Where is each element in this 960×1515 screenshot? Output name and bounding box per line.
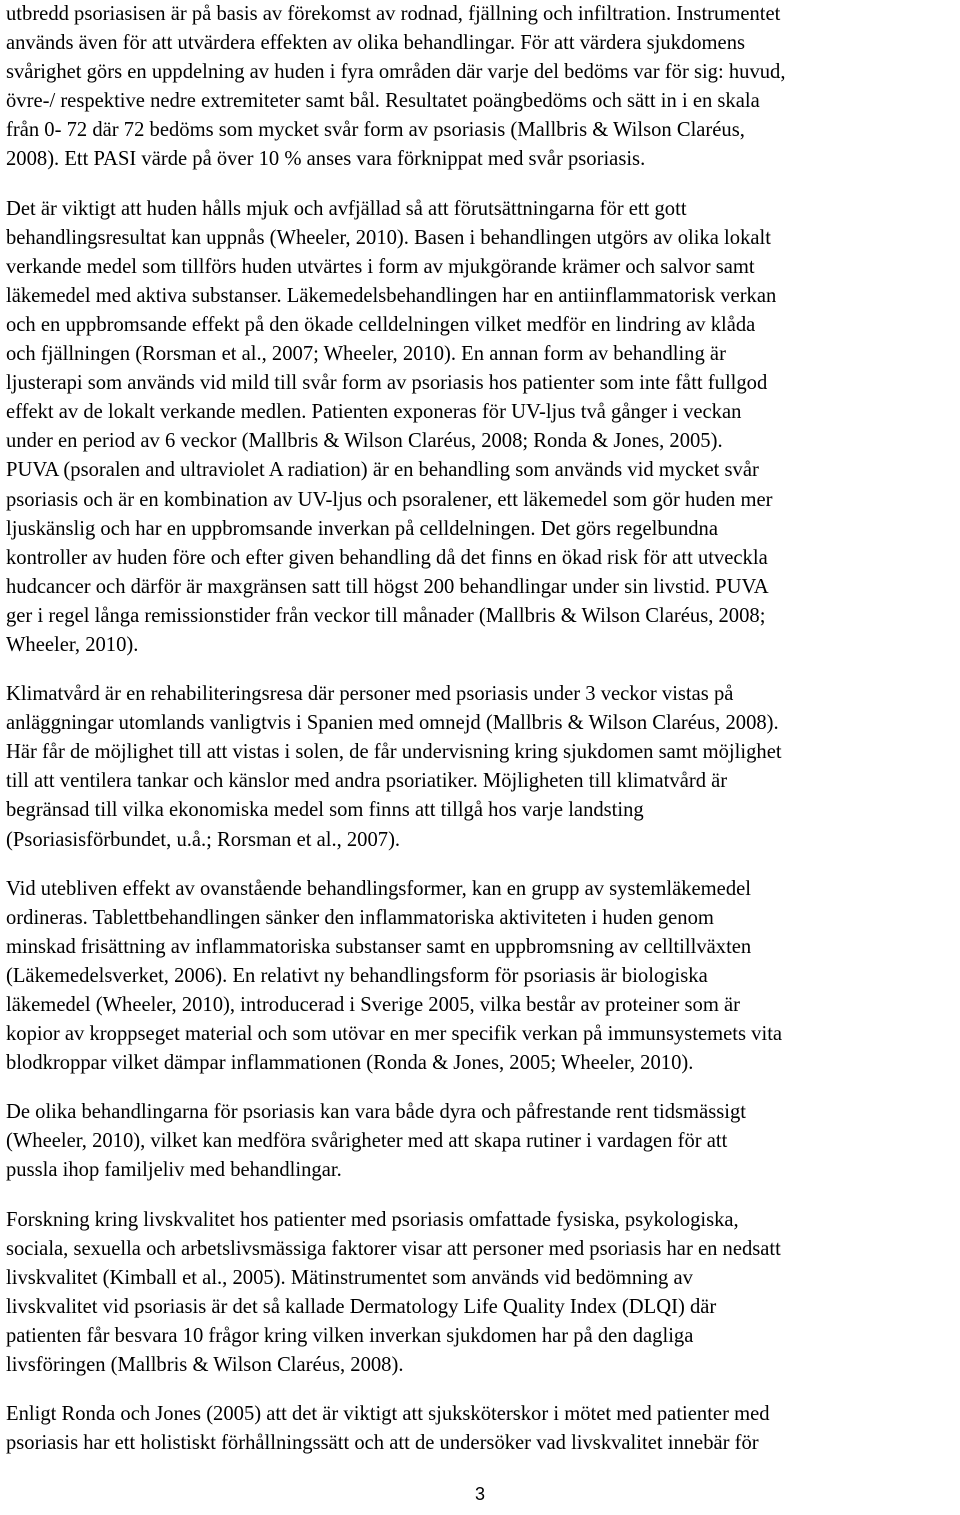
text-line: och fjällningen (Rorsman et al., 2007; Wheeler, 2010). En annan form av behandling är	[6, 343, 726, 366]
paragraph	[6, 680, 958, 855]
text-line: ordineras. Tablettbehandlingen sänker den inflammatoriska aktiviteten i huden genom	[6, 906, 714, 929]
text-line: från 0- 72 där 72 bedöms som mycket svår form av psoriasis (Mallbris & Wilson Claréus,	[6, 119, 745, 142]
text-line: till att ventilera tankar och känslor med andra psoriatiker. Möjligheten till klimatvård är	[6, 770, 728, 793]
text-line: kopior av kroppseget material och som utövar en mer specifik verkan på immunsystemets vita	[6, 1023, 783, 1046]
text-line: utbredd psoriasisen är på basis av förekomst av rodnad, fjällning och infiltration. Instrumentet	[6, 3, 781, 25]
text-line: begränsad till vilka ekonomiska medel som finns att tillgå hos varje landsting	[6, 799, 644, 822]
paragraph	[6, 1098, 958, 1185]
text-line: livskvalitet (Kimball et al., 2005). Mätinstrumentet som används vid bedömning av	[6, 1266, 693, 1289]
paragraph	[6, 195, 958, 661]
text-line: (Wheeler, 2010), vilket kan medföra svårigheter med att skapa rutiner i vardagen för att	[6, 1130, 728, 1153]
text-line: blodkroppar vilket dämpar inflammationen (Ronda & Jones, 2005; Wheeler, 2010).	[6, 1052, 694, 1075]
text-line: effekt av de lokalt verkande medlen. Patienten exponeras för UV-ljus två gånger i veckan	[6, 401, 742, 424]
text-line: patienten får besvara 10 frågor kring vilken inverkan sjukdomen har på den dagliga	[6, 1324, 694, 1347]
text-line: Enligt Ronda och Jones (2005) att det är viktigt att sjuksköterskor i mötet med patienter med	[6, 1403, 770, 1426]
paragraph	[6, 1206, 958, 1381]
text-line: behandlingsresultat kan uppnås (Wheeler, 2010). Basen i behandlingen utgörs av olika lokalt	[6, 226, 771, 249]
text-line: används även för att utvärdera effekten av olika behandlingar. För att värdera sjukdomens	[6, 32, 746, 55]
text-line: (Psoriasisförbundet, u.å.; Rorsman et al., 2007).	[6, 828, 401, 851]
text-line: ljusterapi som används vid mild till svår form av psoriasis hos patienter som inte fått fullgod	[6, 372, 768, 395]
text-line: (Läkemedelsverket, 2006). En relativt ny behandlingsform för psoriasis är biologiska	[6, 964, 708, 987]
page-number: 3	[474, 1484, 485, 1504]
text-line: kontroller av huden före och efter given behandling då det finns en ökad risk för att utveckla	[6, 546, 768, 569]
text-line: och en uppbromsande effekt på den ökade celldelningen vilket medför en lindring av klåda	[6, 313, 756, 336]
text-line: verkande medel som tillförs huden utvärtes i form av mjukgörande krämer och salvor samt	[6, 255, 755, 278]
text-line: livsföringen (Mallbris & Wilson Claréus, 2008).	[6, 1354, 404, 1377]
text-line: svårighet görs en uppdelning av huden i fyra områden där varje del bedöms var för sig: huvud,	[6, 61, 786, 84]
text-line: hudcancer och därför är maxgränsen satt till högst 200 behandlingar under sin livstid. PUVA	[6, 575, 769, 598]
text-line: De olika behandlingarna för psoriasis kan vara både dyra och påfrestande rent tidsmässigt	[6, 1101, 746, 1124]
text-line: psoriasis och är en kombination av UV-ljus och psoralener, ett läkemedel som gör huden mer	[6, 488, 773, 511]
paragraph	[6, 0, 958, 175]
text-line: ger i regel långa remissionstider från veckor till månader (Mallbris & Wilson Claréus, 2008;	[6, 604, 766, 627]
text-line: PUVA (psoralen and ultraviolet A radiation) är en behandling som används vid mycket svår	[6, 459, 759, 482]
text-line: ljuskänslig och har en uppbromsande inverkan på celldelningen. Det görs regelbundna	[6, 517, 718, 540]
text-line: Wheeler, 2010).	[6, 633, 139, 656]
text-line: Det är viktigt att huden hålls mjuk och avfjällad så att förutsättningarna för ett gott	[6, 197, 687, 220]
text-line: pussla ihop familjeliv med behandlingar.	[6, 1159, 342, 1182]
text-line: Forskning kring livskvalitet hos patienter med psoriasis omfattade fysiska, psykologiska,	[6, 1208, 739, 1231]
text-line: läkemedel (Wheeler, 2010), introducerad i Sverige 2005, vilka består av proteiner som är	[6, 994, 740, 1016]
text-line: Vid utebliven effekt av ovanstående behandlingsformer, kan en grupp av systemläkemedel	[6, 877, 751, 900]
text-line: under en period av 6 veckor (Mallbris & Wilson Claréus, 2008; Ronda & Jones, 2005).	[6, 430, 723, 453]
text-line: livskvalitet vid psoriasis är det så kallade Dermatology Life Quality Index (DLQI) där	[6, 1295, 717, 1318]
document-body	[6, 0, 958, 1478]
text-line: Här får de möjlighet till att vistas i solen, de får undervisning kring sjukdomen samt möjlighet	[6, 741, 782, 764]
text-line: läkemedel med aktiva substanser. Läkemedelsbehandlingen har en antiinflammatorisk verkan	[6, 284, 777, 307]
text-line: sociala, sexuella och arbetslivsmässiga faktorer visar att personer med psoriasis har en nedsatt	[6, 1237, 781, 1260]
text-line: minskad frisättning av inflammatoriska substanser samt en uppbromsning av celltillväxten	[6, 935, 752, 958]
paragraph	[6, 875, 958, 1079]
text-line: anläggningar utomlands vanligtvis i Spanien med omnejd (Mallbris & Wilson Claréus, 2008).	[6, 712, 779, 735]
paragraph	[6, 1400, 958, 1458]
text-line: Klimatvård är en rehabiliteringsresa där personer med psoriasis under 3 veckor vistas på	[6, 683, 734, 706]
text-line: övre-/ respektive nedre extremiteter samt bål. Resultatet poängbedöms och sätt in i en skala	[6, 90, 760, 113]
text-line: 2008). Ett PASI värde på över 10 % anses vara förknippat med svår psoriasis.	[6, 148, 646, 171]
text-line: psoriasis har ett holistiskt förhållningssätt och att de undersöker vad livskvalitet innebär för	[6, 1432, 759, 1455]
